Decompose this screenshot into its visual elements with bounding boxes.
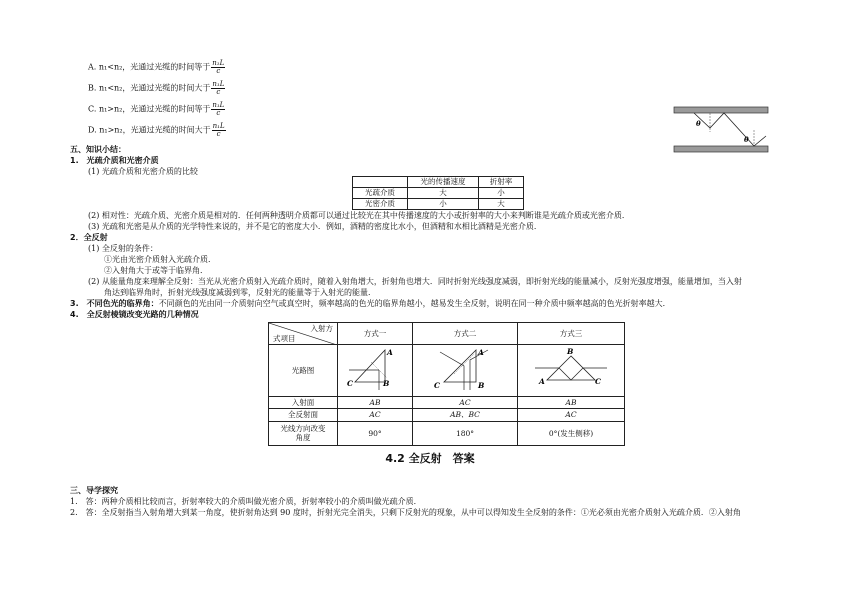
sub-item: (3) 光疏和光密是从介质的光学特性来说的，并不是它的密度大小．例如，酒精的密度比水小，但酒精和水相比酒精是光密介质． xyxy=(88,222,542,231)
option-a: A. n₁<n₂，光通过光缆的时间等于 $\frac{\text{n₁L}}{c}$ xyxy=(88,59,225,75)
sub-item: (2) 相对性：光疏介质、光密介质是相对的．任何两种透明介质都可以通过比较光在其中传播速度的大小或折射率的大小来判断谁是光疏介质或光密介质． xyxy=(88,211,630,220)
answer-title: 4.2 全反射 答案 xyxy=(385,452,475,465)
svg-text:B: B xyxy=(478,381,485,391)
figure-1-cell xyxy=(338,345,413,397)
sub-item: 角达到临界角时，折射光线强度减弱到零，反射光的能量等于入射光的能量． xyxy=(104,288,376,297)
sub-item: (1) 全反射的条件： xyxy=(88,244,158,253)
answer-1: 1. 答：两种介质相比较而言，折射率较大的介质叫做光密介质，折射率较小的介质叫做光疏介质． xyxy=(70,497,422,506)
condition: ②入射角大于或等于临界角． xyxy=(104,266,208,275)
fiber-cable-figure xyxy=(672,104,772,158)
theta-label: θ xyxy=(744,135,749,144)
item-title: 2．全反射 xyxy=(70,233,108,242)
fraction: $\frac{\text{n₁L}}{c}$ xyxy=(212,80,225,96)
svg-text:A: A xyxy=(478,348,484,358)
section-heading: 三、导学探究 xyxy=(70,486,118,495)
sub-item: (2) 从能量角度来理解全反射：当光从光密介质射入光疏介质时，随着入射角增大，折射角也增大．同时折射光线强度减弱，即折射光线的能量减小，反射光强度增强，能量增加，当入射 xyxy=(88,277,742,286)
comparison-table: 光的传播速度 折射率 光疏介质 大 小 光密介质 小 大 xyxy=(352,176,524,210)
section-heading: 五、知识小结： xyxy=(70,145,126,154)
svg-text:A: A xyxy=(539,377,545,387)
item-title: 1. 光疏介质和光密介质 xyxy=(70,156,159,165)
fraction: $\frac{\text{n₁L}}{c}$ xyxy=(212,122,225,138)
prism-table: 入射方 式项目 方式一 方式二 方式三 光路图 A C B A C B B A C 入射面 AB AC AB 全反射面 AC AB、BC AC 光线方向改变角度 90° 180° 0°(发生侧移) xyxy=(268,322,625,446)
item-3: 3. 不同色光的临界角：不同颜色的光由同一介质射向空气或真空时，频率越高的色光的临界角越小，越易发生全反射，说明在同一种介质中频率越高的色光折射率越大． xyxy=(70,299,671,308)
svg-text:B: B xyxy=(383,379,390,389)
svg-text:B: B xyxy=(567,347,574,357)
svg-text:C: C xyxy=(595,377,601,387)
prism-figure-1 xyxy=(345,346,405,392)
fraction: $\frac{\text{n₁L}}{c}$ xyxy=(212,59,225,75)
option-d: D. n₁>n₂，光通过光缆的时间大于 $\frac{\text{n₁L}}{c}$ xyxy=(88,122,225,138)
prism-figure-3 xyxy=(533,346,609,392)
sub-item: (1) 光疏介质和光密介质的比较 xyxy=(88,167,198,176)
corner-cell: 入射方 式项目 xyxy=(269,323,338,345)
svg-text:A: A xyxy=(387,348,393,358)
item-title: 4. 全反射棱镜改变光路的几种情况 xyxy=(70,310,199,319)
svg-text:C: C xyxy=(347,379,353,389)
figure-3-cell xyxy=(518,345,625,397)
option-c: C. n₁>n₂，光通过光缆的时间等于 $\frac{\text{n₁L}}{c}$ xyxy=(88,101,225,117)
fraction: $\frac{\text{n₁L}}{c}$ xyxy=(212,101,225,117)
prism-figure-2 xyxy=(430,346,500,392)
svg-text:C: C xyxy=(434,381,440,391)
answer-2: 2. 答：全反射指当入射角增大到某一角度，使折射角达到 90 度时，折射光完全消失，只剩下反射光的现象，从中可以得知发生全反射的条件：①光必须由光密介质射入光疏介质．②入射角 xyxy=(70,508,741,517)
condition: ①光由光密介质射入光疏介质． xyxy=(104,255,216,264)
option-b: B. n₁<n₂，光通过光缆的时间大于 $\frac{\text{n₁L}}{c}$ xyxy=(88,80,225,96)
theta-label: θ xyxy=(696,119,701,128)
figure-2-cell xyxy=(413,345,518,397)
